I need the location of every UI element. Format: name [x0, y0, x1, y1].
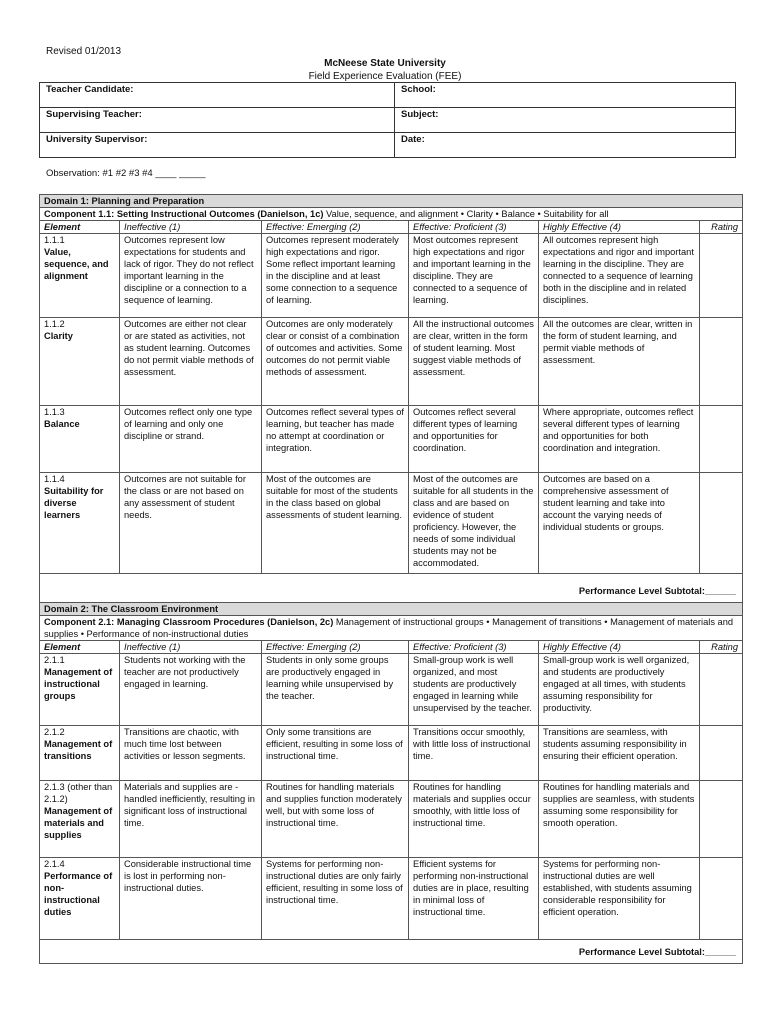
element-name: Performance of non-instructional duties: [44, 871, 113, 917]
highly-effective-cell: All the outcomes are clear, written in the form of student learning, and permit viable methods of assessment.: [539, 318, 700, 406]
element-name: Management of transitions: [44, 739, 113, 761]
element-number: 2.1.2: [44, 727, 65, 737]
col-rating: Rating: [700, 641, 743, 654]
element-cell: [40, 406, 120, 473]
table-row: [40, 858, 743, 940]
element-number: 2.1.3 (other than 2.1.2): [44, 782, 113, 804]
university-supervisor-field[interactable]: University Supervisor:: [40, 133, 395, 158]
rating-cell[interactable]: [700, 781, 743, 858]
ineffective-cell: Outcomes are either not clear or are stated as activities, not as student learning. Outcomes do not permit viable methods of assessment.: [120, 318, 262, 406]
domain-1-title: Domain 1: Planning and Preparation: [40, 195, 743, 208]
rating-cell[interactable]: [700, 654, 743, 726]
col-proficient: Effective: Proficient (3): [409, 221, 539, 234]
proficient-cell: Most outcomes represent high expectations and rigor and important learning in the discipline. They are connected to a sequence of learning.: [409, 234, 539, 318]
ineffective-cell: Outcomes are not suitable for the class or are not based on any assessment of student needs.: [120, 473, 262, 574]
table-row: [40, 726, 743, 781]
highly-effective-cell: Small-group work is well organized, and students are productively engaged at all times, with students assuming responsibility for productivity.: [539, 654, 700, 726]
proficient-cell: Efficient systems for performing non-instructional duties are in place, resulting in minimal loss of instructional time.: [409, 858, 539, 940]
col-rating: Rating: [700, 221, 743, 234]
rating-cell[interactable]: [700, 473, 743, 574]
table-row: [40, 234, 743, 318]
element-number: 1.1.1: [44, 235, 65, 245]
highly-effective-cell: All outcomes represent high expectations and rigor and important learning in the discipline. They are connected to a sequence of learning both in the discipline and in related disciplines.: [539, 234, 700, 318]
element-cell: [40, 654, 120, 726]
table-row: [40, 406, 743, 473]
element-name: Management of materials and supplies: [44, 806, 113, 840]
school-field[interactable]: School:: [395, 83, 736, 108]
col-proficient: Effective: Proficient (3): [409, 641, 539, 654]
emerging-cell: Systems for performing non-instructional duties are only fairly efficient, resulting in some loss of instructional time.: [262, 858, 409, 940]
element-name: Balance: [44, 419, 80, 429]
component-1-1-subtitles: Value, sequence, and alignment • Clarity • Balance • Suitability for all: [323, 209, 609, 219]
domain-2-subtotal[interactable]: Performance Level Subtotal:______: [40, 940, 743, 964]
element-number: 1.1.4: [44, 474, 65, 484]
col-highly-effective: Highly Effective (4): [539, 221, 700, 234]
emerging-cell: Students in only some groups are productively engaged in learning while unsupervised by the teacher.: [262, 654, 409, 726]
highly-effective-cell: Outcomes are based on a comprehensive assessment of student learning and take into account the varying needs of individual students or groups.: [539, 473, 700, 574]
highly-effective-cell: Routines for handling materials and supplies are seamless, with students assuming some responsibility for smooth operation.: [539, 781, 700, 858]
element-name: Suitability for diverse learners: [44, 486, 104, 520]
element-name: Value, sequence, and alignment: [44, 247, 109, 281]
element-cell: [40, 726, 120, 781]
domain-1-rubric: [39, 194, 743, 608]
element-number: 1.1.2: [44, 319, 65, 329]
revised-date: Revised 01/2013: [46, 46, 122, 57]
ineffective-cell: Outcomes reflect only one type of learning and only one discipline or strand.: [120, 406, 262, 473]
rating-cell[interactable]: [700, 726, 743, 781]
component-2-1: [40, 616, 743, 641]
element-number: 1.1.3: [44, 407, 65, 417]
emerging-cell: Outcomes reflect several types of learning, but teacher has made no attempt at coordination or integration.: [262, 406, 409, 473]
domain-2-title: Domain 2: The Classroom Environment: [40, 603, 743, 616]
table-row: [40, 318, 743, 406]
proficient-cell: Routines for handling materials and supplies occur smoothly, with little loss of instructional time.: [409, 781, 539, 858]
university-name: McNeese State University: [324, 58, 446, 69]
rating-cell[interactable]: [700, 318, 743, 406]
proficient-cell: Outcomes reflect several different types of learning and opportunities for coordination.: [409, 406, 539, 473]
date-field[interactable]: Date:: [395, 133, 736, 158]
teacher-candidate-field[interactable]: Teacher Candidate:: [40, 83, 395, 108]
element-name: Management of instructional groups: [44, 667, 113, 701]
proficient-cell: Most of the outcomes are suitable for all students in the class and are based on evidence of student proficiency. However, the needs of some individual students may not be accommodated.: [409, 473, 539, 574]
candidate-info-table: [39, 82, 736, 158]
ineffective-cell: Considerable instructional time is lost in performing non-instructional duties.: [120, 858, 262, 940]
rating-cell[interactable]: [700, 234, 743, 318]
col-ineffective: Ineffective (1): [120, 641, 262, 654]
col-element: Element: [40, 221, 120, 234]
domain-1-subtotal[interactable]: Performance Level Subtotal:______: [40, 574, 743, 608]
col-highly-effective: Highly Effective (4): [539, 641, 700, 654]
table-row: [40, 654, 743, 726]
highly-effective-cell: Where appropriate, outcomes reflect several different types of learning and opportunities for both coordination and integration.: [539, 406, 700, 473]
element-cell: [40, 234, 120, 318]
col-emerging: Effective: Emerging (2): [262, 641, 409, 654]
observation-line: Observation: #1 #2 #3 #4 ____ _____: [46, 168, 206, 179]
element-number: 2.1.1: [44, 655, 65, 665]
col-ineffective: Ineffective (1): [120, 221, 262, 234]
ineffective-cell: Transitions are chaotic, with much time lost between activities or lesson segments.: [120, 726, 262, 781]
element-number: 2.1.4: [44, 859, 65, 869]
emerging-cell: Routines for handling materials and supplies function moderately well, but with some loss of instructional time.: [262, 781, 409, 858]
component-1-1: [40, 208, 743, 221]
element-name: Clarity: [44, 331, 73, 341]
proficient-cell: Small-group work is well organized, and most students are productively engaged in learning while unsupervised by the teacher.: [409, 654, 539, 726]
proficient-cell: All the instructional outcomes are clear, written in the form of student learning. Most suggest viable methods of assessment.: [409, 318, 539, 406]
component-1-1-title: Component 1.1: Setting Instructional Outcomes (Danielson, 1c): [44, 209, 324, 219]
emerging-cell: Most of the outcomes are suitable for most of the students in the class based on global assessments of student learning.: [262, 473, 409, 574]
ineffective-cell: Materials and supplies are - handled inefficiently, resulting in significant loss of instructional time.: [120, 781, 262, 858]
highly-effective-cell: Transitions are seamless, with students assuming responsibility in ensuring their efficient operation.: [539, 726, 700, 781]
subject-field[interactable]: Subject:: [395, 108, 736, 133]
highly-effective-cell: Systems for performing non-instructional duties are well established, with students assuming considerable responsibility for efficient operation.: [539, 858, 700, 940]
emerging-cell: Outcomes are only moderately clear or consist of a combination of outcomes and activities. Some outcomes do not permit viable methods of assessment.: [262, 318, 409, 406]
element-cell: [40, 318, 120, 406]
proficient-cell: Transitions occur smoothly, with little loss of instructional time.: [409, 726, 539, 781]
ineffective-cell: Students not working with the teacher are not productively engaged in learning.: [120, 654, 262, 726]
component-2-1-subtitles: Management of instructional groups • Management of transitions • Management of materials and supplies • Performance of non-instructional duties: [44, 617, 734, 639]
col-element: Element: [40, 641, 120, 654]
rating-cell[interactable]: [700, 406, 743, 473]
table-row: [40, 781, 743, 858]
form-title: Field Experience Evaluation (FEE): [308, 71, 462, 82]
ineffective-cell: Outcomes represent low expectations for students and lack of rigor. They do not reflect important learning in the discipline or a connection to a sequence of learning.: [120, 234, 262, 318]
emerging-cell: Only some transitions are efficient, resulting in some loss of instructional time.: [262, 726, 409, 781]
col-emerging: Effective: Emerging (2): [262, 221, 409, 234]
supervising-teacher-field[interactable]: Supervising Teacher:: [40, 108, 395, 133]
component-2-1-title: Component 2.1: Managing Classroom Procedures (Danielson, 2c): [44, 617, 334, 627]
element-cell: [40, 858, 120, 940]
table-row: [40, 473, 743, 574]
element-cell: [40, 473, 120, 574]
emerging-cell: Outcomes represent moderately high expectations and rigor. Some reflect important learning in the discipline and at least some connection to a sequence of learning.: [262, 234, 409, 318]
domain-2-rubric: [39, 602, 743, 964]
element-cell: [40, 781, 120, 858]
rating-cell[interactable]: [700, 858, 743, 940]
